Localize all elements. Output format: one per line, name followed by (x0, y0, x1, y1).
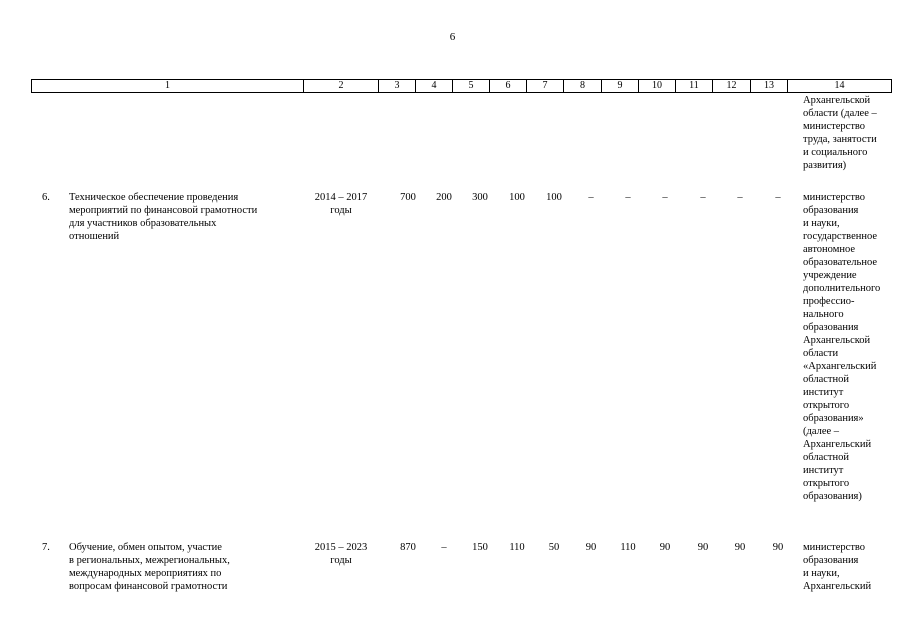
period-line: годы (330, 555, 352, 566)
value-col-13: 90 (772, 542, 784, 553)
row-period (301, 191, 381, 217)
executor-line: открытого (803, 400, 850, 411)
description-line: Обучение, обмен опытом, участие (69, 542, 222, 553)
executor-line: образования (803, 555, 859, 566)
header-col-13: 13 (750, 80, 787, 92)
header-col-6: 6 (489, 80, 526, 92)
row-executor (803, 191, 898, 503)
executor-line: образования (803, 205, 859, 216)
value-col-5: 150 (472, 542, 488, 553)
continued-executor-cell (803, 94, 898, 172)
description-line: в региональных, межрегиональных, (69, 555, 230, 566)
row-period (301, 541, 381, 567)
period-line: годы (330, 205, 352, 216)
value-col-4: 200 (436, 192, 452, 203)
description-line: для участников образовательных (69, 218, 217, 229)
value-col-13: – (775, 192, 781, 203)
value-col-12: 90 (734, 542, 746, 553)
executor-line: образования) (803, 491, 862, 502)
executor-line: областной (803, 374, 849, 385)
header-col-2: 2 (303, 80, 378, 92)
value-col-8: 90 (585, 542, 597, 553)
executor-line: нального (803, 309, 844, 320)
executor-line: образования (803, 322, 859, 333)
executor-line: министерство (803, 542, 866, 553)
value-col-6: 100 (509, 192, 525, 203)
description-line: отношений (69, 231, 120, 242)
executor-line: государственное (803, 231, 878, 242)
header-col-14: 14 (787, 80, 892, 92)
value-col-9: – (625, 192, 631, 203)
executor-line: институт (803, 465, 844, 476)
description-line: вопросам финансовой грамотности (69, 581, 228, 592)
executor-line: Архангельский (803, 581, 872, 592)
executor-line: образовательное (803, 257, 877, 268)
page-number: 6 (449, 31, 456, 43)
description-line: мероприятий по финансовой грамотности (69, 205, 258, 216)
description-line: международных мероприятиях по (69, 568, 222, 579)
header-col-12: 12 (712, 80, 750, 92)
row-number: 7. (42, 542, 50, 553)
executor-line: профессио- (803, 296, 855, 307)
value-col-10: – (662, 192, 668, 203)
value-col-3: 700 (400, 192, 416, 203)
value-col-12: – (737, 192, 743, 203)
value-col-4: – (441, 542, 447, 553)
value-col-5: 300 (472, 192, 488, 203)
executor-line: «Архангельский (803, 361, 877, 372)
executor-line: области (далее – (803, 108, 877, 119)
header-col-5: 5 (452, 80, 489, 92)
executor-line: министерство (803, 121, 866, 132)
executor-line: и социального (803, 147, 868, 158)
value-col-11: 90 (697, 542, 709, 553)
executor-line: Архангельский (803, 439, 872, 450)
executor-line: институт (803, 387, 844, 398)
executor-line: министерство (803, 192, 866, 203)
row-executor (803, 541, 898, 593)
value-col-8: – (588, 192, 594, 203)
description-line: Техническое обеспечение проведения (69, 192, 239, 203)
header-col-1: 1 (31, 80, 303, 92)
header-col-8: 8 (563, 80, 601, 92)
value-col-11: – (700, 192, 706, 203)
table-header-row (31, 79, 892, 93)
row-number: 6. (42, 192, 50, 203)
row-description (69, 541, 299, 593)
header-col-4: 4 (415, 80, 452, 92)
executor-line: образования» (803, 413, 864, 424)
header-col-9: 9 (601, 80, 638, 92)
executor-line: дополнительного (803, 283, 881, 294)
executor-line: развития) (803, 160, 847, 171)
value-col-3: 870 (400, 542, 416, 553)
value-col-7: 50 (548, 542, 560, 553)
period-line: 2014 – 2017 (314, 192, 368, 203)
executor-line: труда, занятости (803, 134, 877, 145)
value-col-9: 110 (620, 542, 636, 553)
executor-line: областной (803, 452, 849, 463)
header-col-7: 7 (526, 80, 563, 92)
executor-line: и науки, (803, 218, 840, 229)
header-col-11: 11 (675, 80, 712, 92)
value-col-10: 90 (659, 542, 671, 553)
executor-line: открытого (803, 478, 850, 489)
row-description (69, 191, 299, 243)
executor-line: учреждение (803, 270, 857, 281)
value-col-6: 110 (509, 542, 525, 553)
executor-line: Архангельской (803, 95, 871, 106)
period-line: 2015 – 2023 (314, 542, 368, 553)
header-col-3: 3 (378, 80, 415, 92)
value-col-7: 100 (546, 192, 562, 203)
executor-line: автономное (803, 244, 856, 255)
executor-line: области (803, 348, 839, 359)
executor-line: (далее – (803, 426, 840, 437)
executor-line: и науки, (803, 568, 840, 579)
header-col-10: 10 (638, 80, 675, 92)
executor-line: Архангельской (803, 335, 871, 346)
